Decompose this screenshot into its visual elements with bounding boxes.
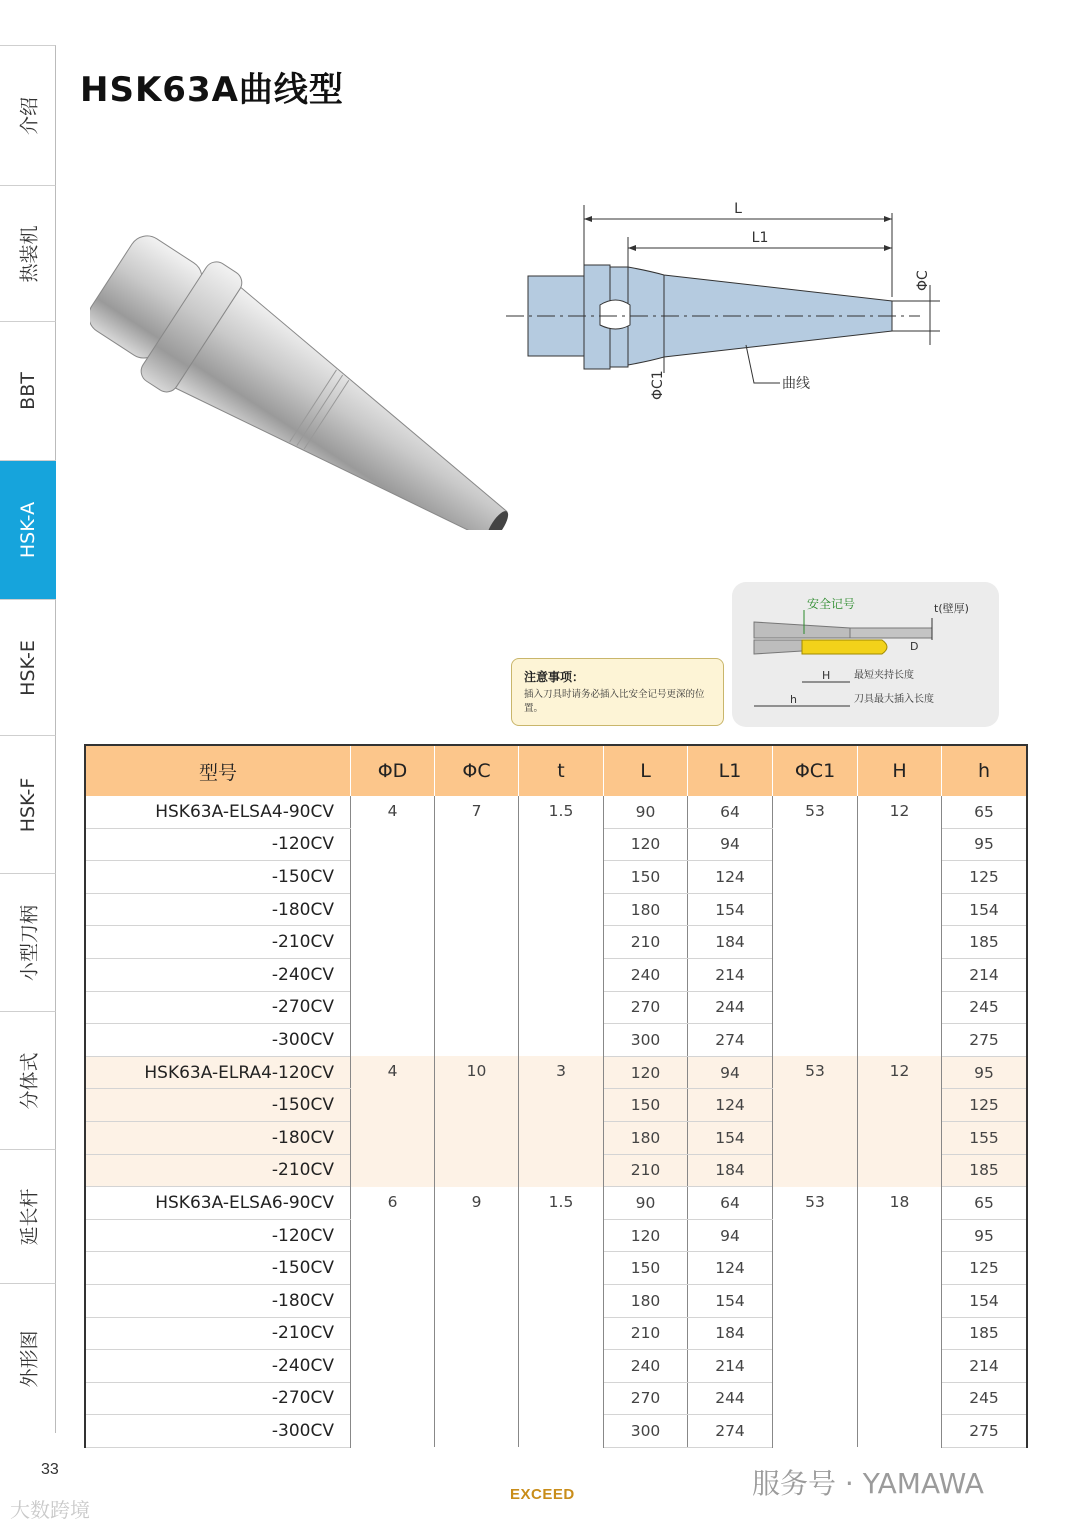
t-cell: 1.5 bbox=[519, 1187, 604, 1448]
model-cell: -150CV bbox=[85, 1252, 351, 1285]
sidebar-tab-label: 小型刀柄 bbox=[18, 904, 40, 981]
brand-logo: EXCEED bbox=[510, 1486, 575, 1503]
L-cell: 180 bbox=[604, 893, 688, 926]
h-cell: 245 bbox=[942, 991, 1028, 1024]
wall-thickness-label: t(壁厚) bbox=[934, 602, 969, 615]
L-cell: 90 bbox=[604, 1187, 688, 1220]
h-cell: 275 bbox=[942, 1415, 1028, 1448]
sidebar-tab-7[interactable] bbox=[0, 1011, 56, 1149]
L-cell: 180 bbox=[604, 1121, 688, 1154]
phiC1-cell: 53 bbox=[773, 1187, 858, 1448]
safety-mark-label: 安全记号 bbox=[807, 597, 856, 611]
table-row bbox=[85, 1187, 1027, 1220]
L-cell: 180 bbox=[604, 1284, 688, 1317]
column-header: h bbox=[942, 745, 1028, 796]
caution-heading: 注意事项： bbox=[524, 670, 585, 684]
H-cell: 18 bbox=[858, 1187, 942, 1448]
h-cell: 125 bbox=[942, 1252, 1028, 1285]
t-cell: 3 bbox=[519, 1056, 604, 1186]
H-cell: 12 bbox=[858, 796, 942, 1056]
h-cell: 185 bbox=[942, 926, 1028, 959]
L1-cell: 244 bbox=[688, 1382, 773, 1415]
min-clamp-label: 最短夹持长度 bbox=[854, 670, 914, 681]
L1-cell: 124 bbox=[688, 861, 773, 894]
h-cell: 125 bbox=[942, 1089, 1028, 1122]
h-cell: 155 bbox=[942, 1121, 1028, 1154]
sidebar-tab-label: BBT bbox=[16, 372, 39, 410]
sidebar-tab-1[interactable] bbox=[0, 185, 56, 321]
sidebar-tab-label: 热装机 bbox=[18, 224, 40, 283]
model-cell: -120CV bbox=[85, 1219, 351, 1252]
dim-h: h bbox=[790, 693, 797, 706]
sidebar-tab-label: HSK-F bbox=[16, 777, 39, 832]
phiD-cell: 4 bbox=[351, 1056, 435, 1186]
h-cell: 65 bbox=[942, 1187, 1028, 1220]
model-cell: -270CV bbox=[85, 991, 351, 1024]
table-row bbox=[85, 796, 1027, 828]
L1-cell: 274 bbox=[688, 1024, 773, 1057]
L1-cell: 184 bbox=[688, 1154, 773, 1187]
model-cell: -180CV bbox=[85, 1121, 351, 1154]
sidebar-tab-5[interactable] bbox=[0, 735, 56, 873]
L-cell: 210 bbox=[604, 1317, 688, 1350]
table-header bbox=[85, 745, 1027, 796]
h-cell: 65 bbox=[942, 796, 1028, 828]
model-cell: -210CV bbox=[85, 926, 351, 959]
h-cell: 95 bbox=[942, 828, 1028, 861]
L-cell: 150 bbox=[604, 1089, 688, 1122]
L1-cell: 124 bbox=[688, 1252, 773, 1285]
sidebar-tab-label: 外形图 bbox=[18, 1329, 40, 1388]
model-cell: HSK63A-ELSA6-90CV bbox=[85, 1187, 351, 1220]
spec-table bbox=[84, 744, 1028, 1448]
caution-body: 插入刀具时请务必插入比安全记号更深的位置。 bbox=[524, 689, 705, 714]
h-cell: 245 bbox=[942, 1382, 1028, 1415]
dim-L1: L1 bbox=[751, 230, 769, 246]
h-cell: 214 bbox=[942, 958, 1028, 991]
L1-cell: 94 bbox=[688, 1219, 773, 1252]
sidebar-tab-label: 分体式 bbox=[18, 1051, 40, 1110]
L-cell: 300 bbox=[604, 1415, 688, 1448]
L-cell: 120 bbox=[604, 828, 688, 861]
watermark-left: 大数跨境 bbox=[10, 1498, 90, 1522]
dim-H: H bbox=[822, 669, 831, 682]
model-cell: -120CV bbox=[85, 828, 351, 861]
L-cell: 120 bbox=[604, 1056, 688, 1089]
h-cell: 154 bbox=[942, 893, 1028, 926]
caution-note bbox=[511, 658, 724, 726]
L-cell: 240 bbox=[604, 1350, 688, 1383]
L1-cell: 274 bbox=[688, 1415, 773, 1448]
phiC-cell: 10 bbox=[435, 1056, 519, 1186]
page-number: 33 bbox=[41, 1461, 59, 1478]
model-cell: -210CV bbox=[85, 1154, 351, 1187]
L-cell: 300 bbox=[604, 1024, 688, 1057]
product-photo bbox=[90, 230, 550, 530]
model-cell: -210CV bbox=[85, 1317, 351, 1350]
sidebar-tab-label: HSK-E bbox=[16, 639, 39, 696]
L1-cell: 94 bbox=[688, 828, 773, 861]
h-cell: 95 bbox=[942, 1056, 1028, 1089]
phiC1-cell: 53 bbox=[773, 1056, 858, 1186]
L1-cell: 154 bbox=[688, 1121, 773, 1154]
dim-phiC1: ΦC1 bbox=[650, 370, 666, 400]
L-cell: 150 bbox=[604, 1252, 688, 1285]
h-cell: 185 bbox=[942, 1154, 1028, 1187]
sidebar-tab-label: 介绍 bbox=[18, 96, 40, 135]
h-cell: 95 bbox=[942, 1219, 1028, 1252]
L-cell: 240 bbox=[604, 958, 688, 991]
column-header: t bbox=[519, 745, 604, 796]
L1-cell: 124 bbox=[688, 1089, 773, 1122]
L1-cell: 214 bbox=[688, 958, 773, 991]
h-cell: 275 bbox=[942, 1024, 1028, 1057]
phiD-cell: 6 bbox=[351, 1187, 435, 1448]
sidebar-tab-8[interactable] bbox=[0, 1149, 56, 1283]
model-cell: HSK63A-ELRA4-120CV bbox=[85, 1056, 351, 1089]
L-cell: 210 bbox=[604, 1154, 688, 1187]
column-header: H bbox=[858, 745, 942, 796]
table-row bbox=[85, 1056, 1027, 1089]
L1-cell: 64 bbox=[688, 796, 773, 828]
L1-cell: 94 bbox=[688, 1056, 773, 1089]
phiD-cell: 4 bbox=[351, 796, 435, 1056]
sidebar-tab-label: HSK-A bbox=[17, 501, 39, 559]
dim-phiC: ΦC bbox=[915, 270, 931, 291]
L1-cell: 184 bbox=[688, 1317, 773, 1350]
max-insert-label: 刀具最大插入长度 bbox=[854, 694, 934, 705]
model-cell: -300CV bbox=[85, 1024, 351, 1057]
t-cell: 1.5 bbox=[519, 796, 604, 1056]
model-cell: -180CV bbox=[85, 1284, 351, 1317]
h-cell: 185 bbox=[942, 1317, 1028, 1350]
L-cell: 90 bbox=[604, 796, 688, 828]
sidebar-tab-4[interactable] bbox=[0, 599, 56, 735]
L-cell: 120 bbox=[604, 1219, 688, 1252]
sidebar-tab-2[interactable] bbox=[0, 321, 56, 460]
column-header: ΦC1 bbox=[773, 745, 858, 796]
column-header: ΦD bbox=[351, 745, 435, 796]
h-cell: 125 bbox=[942, 861, 1028, 894]
sidebar-tab-3[interactable] bbox=[0, 460, 56, 599]
L1-cell: 214 bbox=[688, 1350, 773, 1383]
L1-cell: 64 bbox=[688, 1187, 773, 1220]
H-cell: 12 bbox=[858, 1056, 942, 1186]
phiC-cell: 7 bbox=[435, 796, 519, 1056]
dim-D: D bbox=[910, 640, 919, 653]
safety-mark-diagram bbox=[732, 582, 999, 727]
L1-cell: 244 bbox=[688, 991, 773, 1024]
model-cell: -240CV bbox=[85, 958, 351, 991]
model-cell: -270CV bbox=[85, 1382, 351, 1415]
model-cell: HSK63A-ELSA4-90CV bbox=[85, 796, 351, 828]
model-cell: -150CV bbox=[85, 861, 351, 894]
column-header: ΦC bbox=[435, 745, 519, 796]
L-cell: 270 bbox=[604, 991, 688, 1024]
L-cell: 270 bbox=[604, 1382, 688, 1415]
watermark-right: 服务号 · YAMAWA bbox=[752, 1467, 984, 1500]
model-cell: -150CV bbox=[85, 1089, 351, 1122]
model-cell: -240CV bbox=[85, 1350, 351, 1383]
model-cell: -300CV bbox=[85, 1415, 351, 1448]
L-cell: 210 bbox=[604, 926, 688, 959]
sidebar bbox=[0, 45, 56, 1480]
h-cell: 154 bbox=[942, 1284, 1028, 1317]
model-cell: -180CV bbox=[85, 893, 351, 926]
sidebar-tab-9[interactable] bbox=[0, 1283, 56, 1433]
column-header: 型号 bbox=[85, 745, 351, 796]
L1-cell: 154 bbox=[688, 893, 773, 926]
page-title: HSK63A曲线型 bbox=[80, 70, 344, 110]
sidebar-tab-6[interactable] bbox=[0, 873, 56, 1011]
phiC-cell: 9 bbox=[435, 1187, 519, 1448]
dim-L: L bbox=[734, 201, 742, 217]
L1-cell: 154 bbox=[688, 1284, 773, 1317]
technical-drawing bbox=[500, 195, 950, 405]
column-header: L bbox=[604, 745, 688, 796]
L1-cell: 184 bbox=[688, 926, 773, 959]
phiC1-cell: 53 bbox=[773, 796, 858, 1056]
sidebar-tab-0[interactable] bbox=[0, 45, 56, 185]
column-header: L1 bbox=[688, 745, 773, 796]
sidebar-tab-label: 延长杆 bbox=[18, 1187, 40, 1246]
h-cell: 214 bbox=[942, 1350, 1028, 1383]
curve-label: 曲线 bbox=[782, 376, 810, 392]
L-cell: 150 bbox=[604, 861, 688, 894]
